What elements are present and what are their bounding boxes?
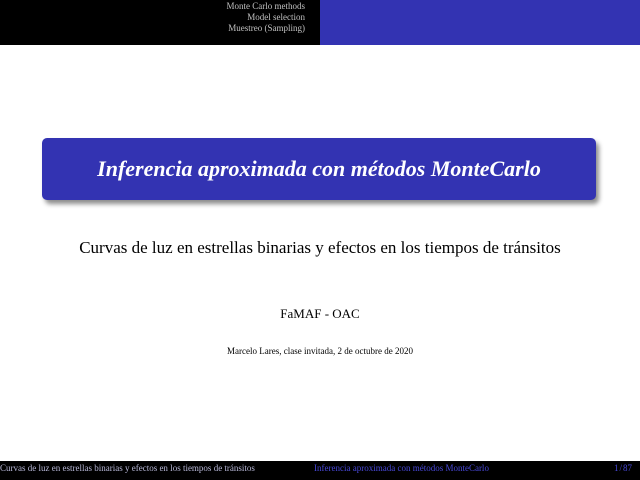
footer-short-title: Inferencia aproximada con métodos MonteCarlo — [314, 463, 489, 473]
navigation-header — [0, 0, 640, 45]
header-blue-panel — [320, 0, 640, 45]
page-total: 87 — [623, 463, 632, 473]
institute-label: FaMAF - OAC — [280, 306, 360, 321]
page-current: 1 — [613, 463, 619, 473]
nav-section-model-selection[interactable]: Model selection — [247, 12, 305, 22]
title-block — [42, 138, 596, 200]
footer-short-subtitle: Curvas de luz en estrellas binarias y efectos en los tiempos de tránsitos — [0, 461, 256, 480]
footer-right-panel — [256, 461, 640, 480]
nav-section-monte-carlo[interactable]: Monte Carlo methods — [226, 1, 305, 11]
section-navigation — [0, 0, 320, 45]
footer-bar — [0, 461, 640, 480]
page-counter — [614, 463, 632, 474]
author-date-label: Marcelo Lares, clase invitada, 2 de octubre de 2020 — [227, 346, 413, 356]
slide-subtitle: Curvas de luz en estrellas binarias y efectos en los tiempos de tránsitos — [79, 238, 561, 257]
page-separator: / — [619, 463, 622, 473]
nav-section-muestreo[interactable]: Muestreo (Sampling) — [228, 23, 305, 33]
slide-title: Inferencia aproximada con métodos MonteCarlo — [97, 156, 541, 181]
